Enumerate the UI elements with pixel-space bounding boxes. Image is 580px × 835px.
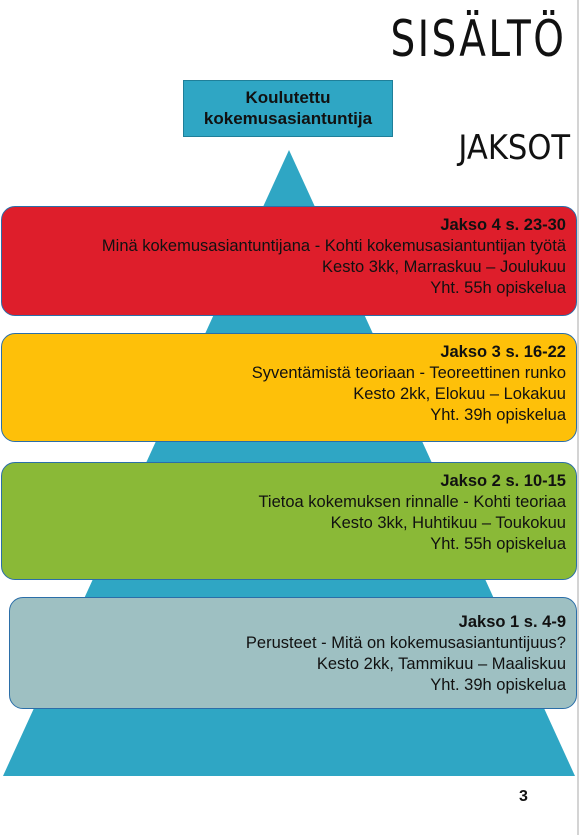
jakso-1-box: [9, 597, 577, 709]
jakso-4-box: [1, 206, 577, 316]
section-subtitle: JAKSOT: [458, 128, 570, 168]
jakso-2-box: [1, 462, 577, 580]
jakso-duration: Kesto 3kk, Huhtikuu – Toukokuu: [330, 514, 566, 532]
jakso-topic: Syventämistä teoriaan - Teoreettinen runko: [251, 364, 566, 382]
page-title: SISÄLTÖ: [390, 10, 566, 68]
jakso-heading: Jakso 4 s. 23-30: [440, 216, 566, 234]
page-number: 3: [519, 788, 528, 805]
jakso-hours: Yht. 55h opiskelua: [430, 279, 566, 297]
jakso-duration: Kesto 2kk, Elokuu – Lokakuu: [353, 385, 566, 403]
jakso-duration: Kesto 2kk, Tammikuu – Maaliskuu: [316, 655, 566, 673]
apex-label-line-2: kokemusasiantuntija: [203, 108, 373, 128]
apex-label-box: [183, 80, 393, 137]
jakso-hours: Yht. 55h opiskelua: [430, 535, 566, 553]
jakso-duration: Kesto 3kk, Marraskuu – Joulukuu: [322, 258, 566, 276]
jakso-heading: Jakso 1 s. 4-9: [458, 613, 566, 631]
apex-label-line-1: Koulutettu: [245, 88, 331, 108]
jakso-hours: Yht. 39h opiskelua: [430, 406, 566, 424]
jakso-heading: Jakso 3 s. 16-22: [440, 343, 566, 361]
jakso-topic: Minä kokemusasiantuntijana - Kohti kokemusasiantuntijan työtä: [101, 237, 566, 255]
jakso-hours: Yht. 39h opiskelua: [430, 676, 566, 694]
jakso-heading: Jakso 2 s. 10-15: [440, 472, 566, 490]
jakso-3-box: [1, 333, 577, 442]
jakso-topic: Tietoa kokemuksen rinnalle - Kohti teoriaa: [258, 493, 566, 511]
jakso-topic: Perusteet - Mitä on kokemusasiantuntijuus?: [245, 634, 566, 652]
